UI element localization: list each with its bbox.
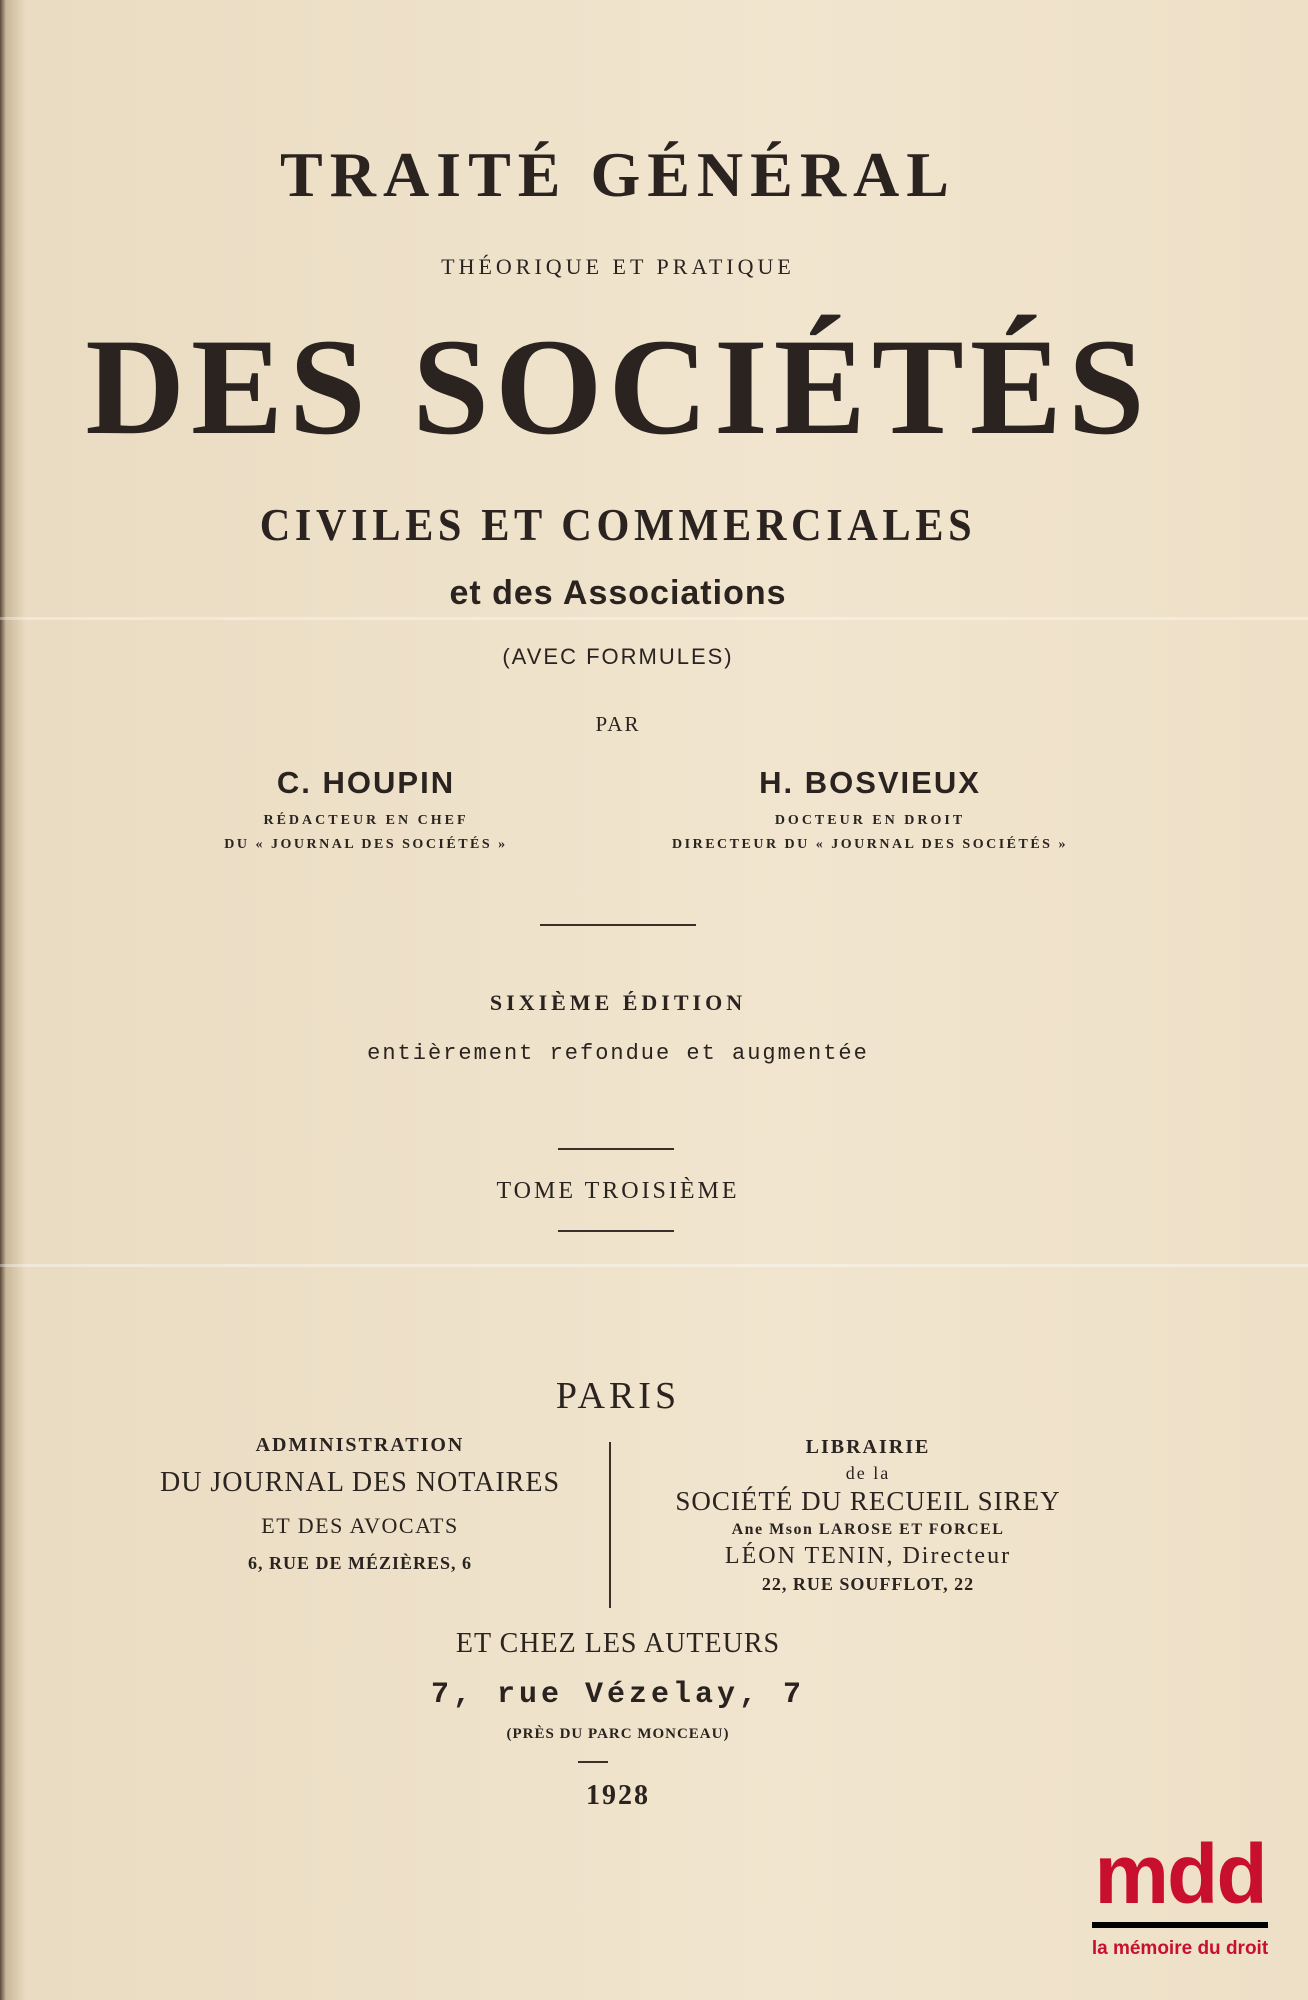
author-role: DU « JOURNAL DES SOCIÉTÉS » — [224, 837, 508, 852]
publisher-address: 22, RUE SOUFFLOT, 22 — [761, 1574, 975, 1594]
logo-bar — [1092, 1922, 1268, 1928]
authors-address-line-3: (PRÈS DU PARC MONCEAU) — [506, 1726, 730, 1742]
paper-fold-line — [0, 617, 1308, 620]
publisher-line: SOCIÉTÉ DU RECUEIL SIREY — [675, 1486, 1061, 1516]
author-houpin — [116, 765, 616, 853]
divider — [540, 924, 696, 926]
divider — [558, 1148, 674, 1150]
publisher-line: LIBRAIRIE — [805, 1436, 931, 1458]
edition-label: SIXIÈME ÉDITION — [489, 990, 747, 1015]
title-line-5: et des Associations — [449, 574, 787, 612]
publisher-line: DU JOURNAL DES NOTAIRES — [159, 1467, 561, 1498]
publisher-line: ADMINISTRATION — [255, 1434, 465, 1456]
publisher-line: LÉON TENIN, Directeur — [724, 1543, 1012, 1569]
publication-year: 1928 — [586, 1780, 650, 1811]
main-title: DES SOCIÉTÉS — [85, 310, 1151, 463]
logo-mark: mdd — [1094, 1827, 1266, 1921]
publisher-address: 6, RUE DE MÉZIÈRES, 6 — [247, 1553, 473, 1573]
tome-label: TOME TROISIÈME — [496, 1178, 740, 1204]
city-label: PARIS — [555, 1375, 681, 1417]
divider — [558, 1230, 674, 1232]
title-line-2: THÉORIQUE ET PRATIQUE — [441, 254, 795, 279]
publisher-line: ET DES AVOCATS — [261, 1513, 459, 1538]
author-name: C. HOUPIN — [276, 765, 456, 800]
publisher-right — [618, 1436, 1118, 1595]
edition-note: entièrement refondue et augmentée — [367, 1041, 869, 1066]
divider — [578, 1761, 608, 1763]
author-role: RÉDACTEUR EN CHEF — [263, 813, 469, 828]
title-line-6: (AVEC FORMULES) — [502, 644, 734, 669]
author-name: H. BOSVIEUX — [759, 765, 981, 800]
vertical-divider — [609, 1442, 611, 1608]
mdd-logo — [1080, 1827, 1280, 1972]
author-bosvieux — [620, 765, 1120, 853]
authors-address-line-1: ET CHEZ LES AUTEURS — [455, 1628, 781, 1659]
title-line-4: CIVILES ET COMMERCIALES — [259, 499, 977, 550]
publisher-line: de la — [845, 1463, 891, 1483]
par-label: PAR — [595, 712, 641, 736]
logo-tagline: la mémoire du droit — [1091, 1938, 1269, 1959]
authors-address-line-2: 7, rue Vézelay, 7 — [430, 1678, 806, 1712]
publisher-line: Ane Mson LAROSE ET FORCEL — [731, 1521, 1005, 1538]
author-role: DOCTEUR EN DROIT — [774, 813, 966, 828]
paper-fold-line — [0, 1264, 1308, 1267]
author-role: DIRECTEUR DU « JOURNAL DES SOCIÉTÉS » — [672, 837, 1068, 852]
title-line-1: TRAITÉ GÉNÉRAL — [280, 139, 956, 210]
publisher-left — [120, 1434, 600, 1574]
